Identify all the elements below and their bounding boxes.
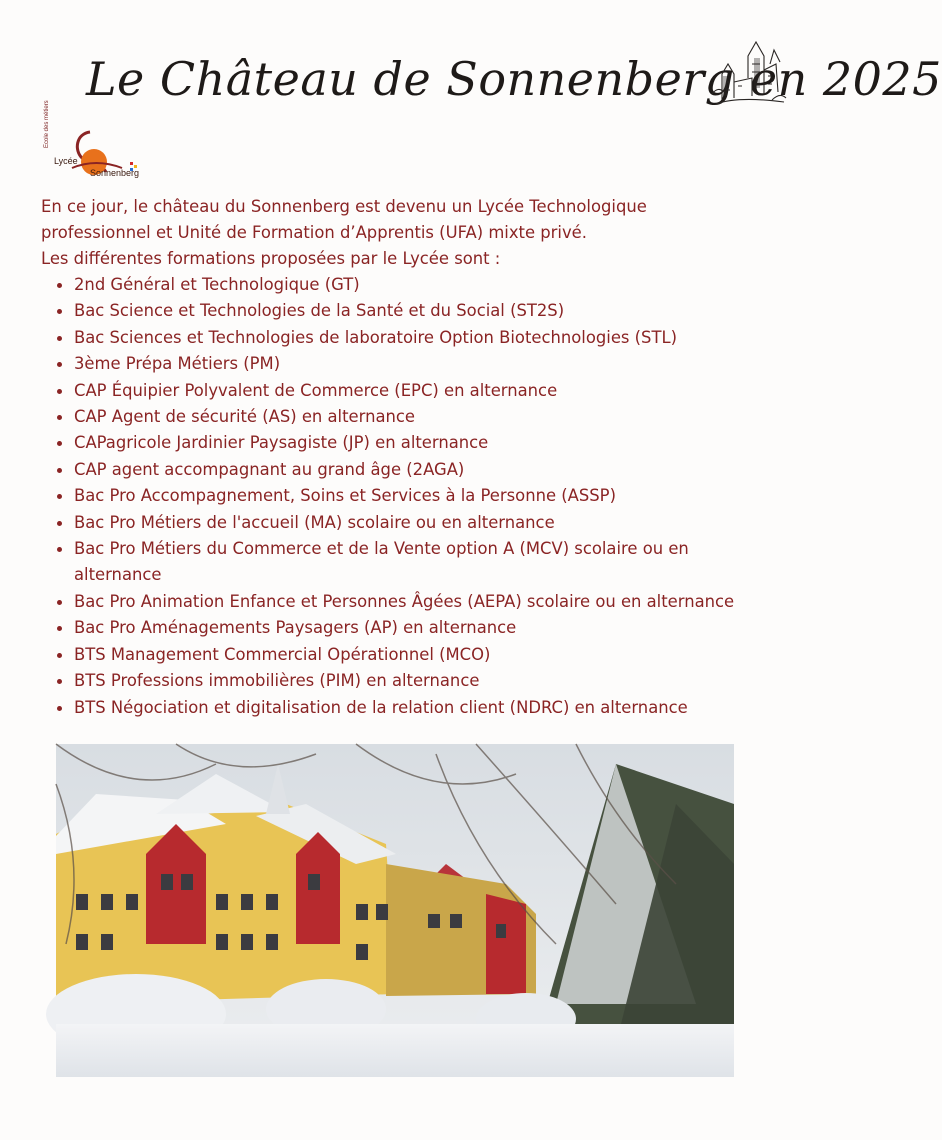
logo-name-line1: Lycée (54, 156, 78, 166)
logo-name-line2: Sonnenberg (90, 168, 140, 178)
list-item: CAPagricole Jardinier Paysagiste (JP) en alternance (41, 430, 771, 456)
logo-top-text: Ecole des métiers (44, 100, 50, 148)
list-item: CAP Équipier Polyvalent de Commerce (EPC) en alternance (41, 378, 771, 404)
intro-line: En ce jour, le château du Sonnenberg est devenu un Lycée Technologique (41, 197, 647, 216)
list-item: Bac Pro Animation Enfance et Personnes Âgées (AEPA) scolaire ou en alternance (41, 589, 771, 615)
list-item: Bac Pro Aménagements Paysagers (AP) en alternance (41, 615, 771, 641)
list-item: Bac Science et Technologies de la Santé et du Social (ST2S) (41, 298, 771, 324)
intro-line: professionnel et Unité de Formation d’Apprentis (UFA) mixte privé. (41, 223, 587, 242)
list-item: CAP Agent de sécurité (AS) en alternance (41, 404, 771, 430)
intro-paragraph (41, 194, 771, 272)
page-title: Le Château de Sonnenberg en 2025 (86, 52, 942, 106)
list-item: Bac Pro Accompagnement, Soins et Services à la Personne (ASSP) (41, 483, 771, 509)
list-item: BTS Professions immobilières (PIM) en alternance (41, 668, 771, 694)
list-item: Bac Pro Métiers de l'accueil (MA) scolaire ou en alternance (41, 510, 771, 536)
list-item: Bac Sciences et Technologies de laboratoire Option Biotechnologies (STL) (41, 325, 771, 351)
list-item: BTS Management Commercial Opérationnel (MCO) (41, 642, 771, 668)
list-item: 3ème Prépa Métiers (PM) (41, 351, 771, 377)
list-item: CAP agent accompagnant au grand âge (2AGA) (41, 457, 771, 483)
list-item: Bac Pro Métiers du Commerce et de la Vente option A (MCV) scolaire ou en alternance (41, 536, 771, 589)
list-item: BTS Négociation et digitalisation de la relation client (NDRC) en alternance (41, 695, 771, 721)
castle-sketch-icon (708, 34, 786, 108)
school-logo (44, 100, 142, 184)
intro-line: Les différentes formations proposées par le Lycée sont : (41, 249, 501, 268)
formations-list (41, 272, 771, 721)
list-item: 2nd Général et Technologique (GT) (41, 272, 771, 298)
castle-winter-photo (56, 744, 734, 1077)
